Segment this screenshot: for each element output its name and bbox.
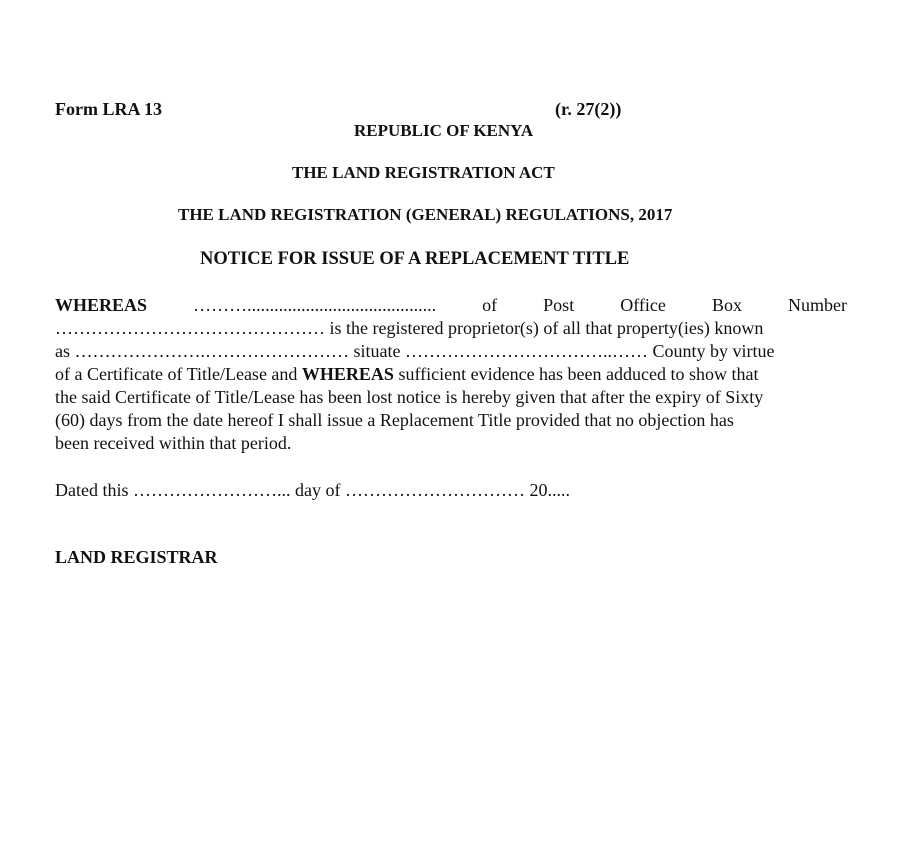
word: Office: [620, 295, 666, 315]
republic-heading: REPUBLIC OF KENYA: [354, 121, 534, 140]
dated-line: Dated this ……………………... day of ………………………… 20.....: [55, 480, 570, 500]
body-line-2: ……………………………………… is the registered proprietor(s) of all that property(ies) known: [55, 318, 764, 338]
form-number: Form LRA 13: [55, 99, 162, 119]
regulation-reference: (r. 27(2)): [555, 99, 622, 119]
word: Box: [711, 295, 742, 315]
notice-title: NOTICE FOR ISSUE OF A REPLACEMENT TITLE: [200, 249, 630, 269]
word: Number: [788, 295, 847, 315]
whereas-keyword: WHEREAS: [301, 364, 394, 384]
text: of a Certificate of Title/Lease and: [55, 364, 302, 384]
proprietor-blank: ………..........................................: [193, 295, 437, 315]
body-line-5: the said Certificate of Title/Lease has been lost notice is hereby given that after the expiry of Sixty: [55, 387, 764, 407]
body-line-1: [55, 294, 847, 317]
body-line-3: as ………………….…………………… situate ……………………………..…… County by virtue: [55, 341, 775, 361]
whereas-keyword: WHEREAS: [55, 295, 148, 315]
word: Post: [543, 295, 575, 315]
word: of: [482, 295, 498, 315]
body-line-4: [55, 363, 847, 386]
regulations-heading: THE LAND REGISTRATION (GENERAL) REGULATIONS, 2017: [178, 205, 673, 224]
signatory-title: LAND REGISTRAR: [55, 547, 218, 567]
body-line-7: been received within that period.: [55, 433, 292, 453]
body-line-6: (60) days from the date hereof I shall issue a Replacement Title provided that no objection has: [55, 410, 734, 430]
text: sufficient evidence has been adduced to show that: [393, 364, 759, 384]
act-heading: THE LAND REGISTRATION ACT: [292, 163, 555, 182]
